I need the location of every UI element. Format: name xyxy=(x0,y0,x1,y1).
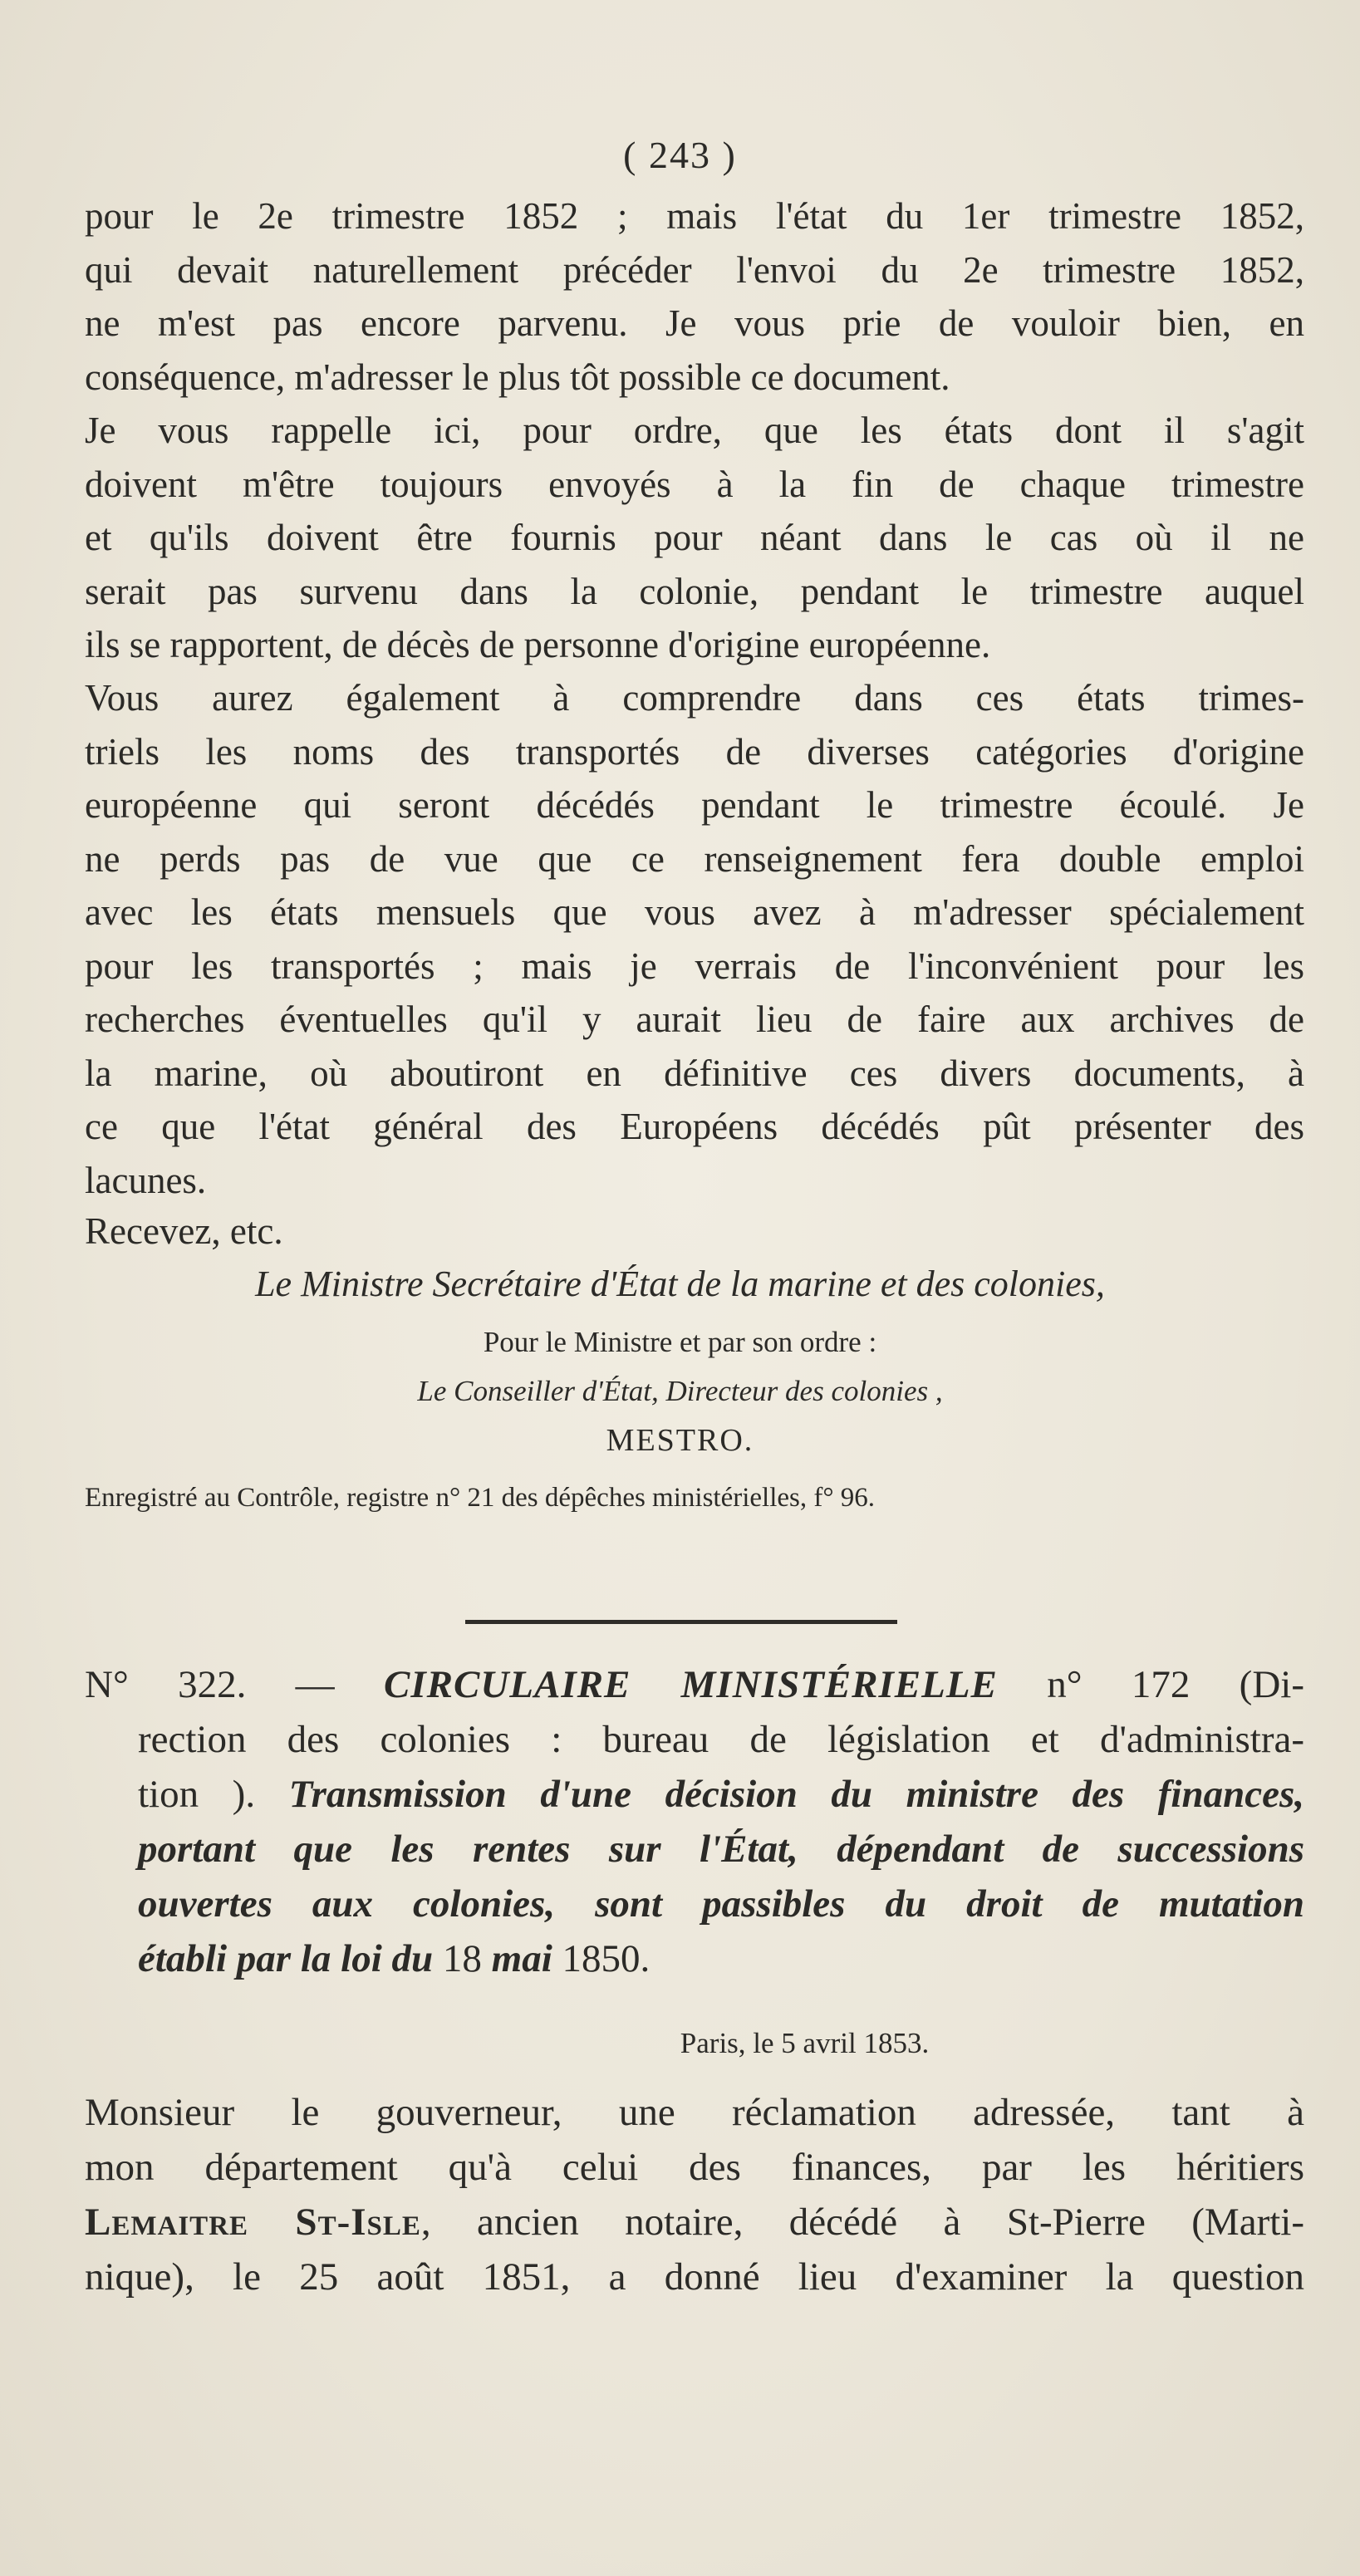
text-line: avec les états mensuels que vous avez à m'adresser spécialement xyxy=(85,891,1304,933)
text-line: pour les transportés ; mais je verrais de l'inconvénient pour les xyxy=(85,945,1304,987)
divider-rule xyxy=(465,1620,897,1624)
text-line: recherches éventuelles qu'il y aurait lieu de faire aux archives de xyxy=(85,999,1304,1040)
text-line: doivent m'être toujours envoyés à la fin de chaque trimestre xyxy=(85,463,1304,505)
text-line: et qu'ils doivent être fournis pour néant dans le cas où il ne xyxy=(85,517,1304,558)
circular-line-1 xyxy=(85,1657,1304,1712)
circular-heading xyxy=(85,1657,1304,1986)
text-line: triels les noms des transportés de diverses catégories d'origine xyxy=(85,730,1304,773)
signature-title: Le Ministre Secrétaire d'État de la marine et des colonies, xyxy=(255,1263,1105,1304)
circular-line-6-c: mai xyxy=(491,1937,552,1980)
letter-line-1: Monsieur le gouverneur, une réclamation adressée, tant à xyxy=(85,2091,1304,2134)
paragraph-3 xyxy=(85,671,1304,1207)
letter-line-3 xyxy=(85,2195,1304,2250)
letter-body xyxy=(85,2085,1304,2304)
heir-name: Lemaitre St-Isle xyxy=(85,2201,421,2244)
letter-line-3-rest: , ancien notaire, décédé à St-Pierre (Marti- xyxy=(420,2201,1305,2244)
text-line: Vous aurez également à comprendre dans ces états trimes- xyxy=(85,677,1304,719)
paragraph-2 xyxy=(85,404,1304,672)
circular-no: n° 172 (Di- xyxy=(1047,1663,1304,1706)
letter-line-4: nique), le 25 août 1851, a donné lieu d'examiner la question xyxy=(85,2255,1304,2299)
text-line: Je vous rappelle ici, pour ordre, que les états dont il s'agit xyxy=(85,410,1304,451)
text-line: ne m'est pas encore parvenu. Je vous prie de vouloir bien, en xyxy=(85,302,1304,344)
signature-order: Pour le Ministre et par son ordre : xyxy=(483,1326,877,1358)
circular-line-4: portant que les rentes sur l'État, dépendant de successions xyxy=(138,1828,1304,1871)
circular-number: N° 322. — xyxy=(85,1663,335,1706)
signature-role: Le Conseiller d'État, Directeur des colonies , xyxy=(417,1375,943,1407)
circular-line-3 xyxy=(85,1767,1304,1822)
text-line: ils se rapportent, de décès de personne d'origine européenne. xyxy=(85,624,991,665)
paragraph-1 xyxy=(85,189,1304,404)
text-line: pour le 2e trimestre 1852 ; mais l'état du 1er trimestre 1852, xyxy=(85,195,1304,237)
circular-line-2: rection des colonies : bureau de législation et d'administra- xyxy=(138,1718,1304,1761)
circular-line-5: ouvertes aux colonies, sont passibles du droit de mutation xyxy=(138,1882,1304,1926)
circular-line-6-d: 1850. xyxy=(562,1937,651,1980)
circular-line-6 xyxy=(85,1931,1304,1986)
text-line: la marine, où aboutiront en définitive ces divers documents, à xyxy=(85,1052,1304,1094)
text-line: ce que l'état général des Européens décédés pût présenter des xyxy=(85,1106,1304,1147)
circular-line-6-a: établi par la loi du xyxy=(138,1937,434,1980)
signature-name: MESTRO. xyxy=(606,1423,754,1458)
page-number: ( 243 ) xyxy=(623,134,737,176)
closing-text: Recevez, etc. xyxy=(85,1210,283,1252)
circular-line-3-a: tion ). xyxy=(138,1773,256,1816)
text-line: lacunes. xyxy=(85,1159,207,1201)
text-line: serait pas survenu dans la colonie, pendant le trimestre auquel xyxy=(85,570,1304,612)
registry-note: Enregistré au Contrôle, registre n° 21 des dépêches ministérielles, f° 96. xyxy=(85,1483,876,1513)
date-line: Paris, le 5 avril 1853. xyxy=(680,2027,930,2059)
text-line: ne perds pas de vue que ce renseignement fera double emploi xyxy=(85,837,1304,880)
closing xyxy=(85,1205,1304,1259)
letter-line-2: mon département qu'à celui des finances, par les héritiers xyxy=(85,2146,1304,2189)
text-line: européenne qui seront décédés pendant le trimestre écoulé. Je xyxy=(85,784,1304,826)
circular-title: CIRCULAIRE MINISTÉRIELLE xyxy=(383,1663,998,1706)
circular-line-6-b: 18 xyxy=(442,1937,482,1980)
circular-line-3-b: Transmission d'une décision du ministre des finances, xyxy=(288,1773,1304,1816)
text-line: qui devait naturellement précéder l'envoi du 2e trimestre 1852, xyxy=(85,248,1304,291)
text-line: conséquence, m'adresser le plus tôt possible ce document. xyxy=(85,356,950,398)
